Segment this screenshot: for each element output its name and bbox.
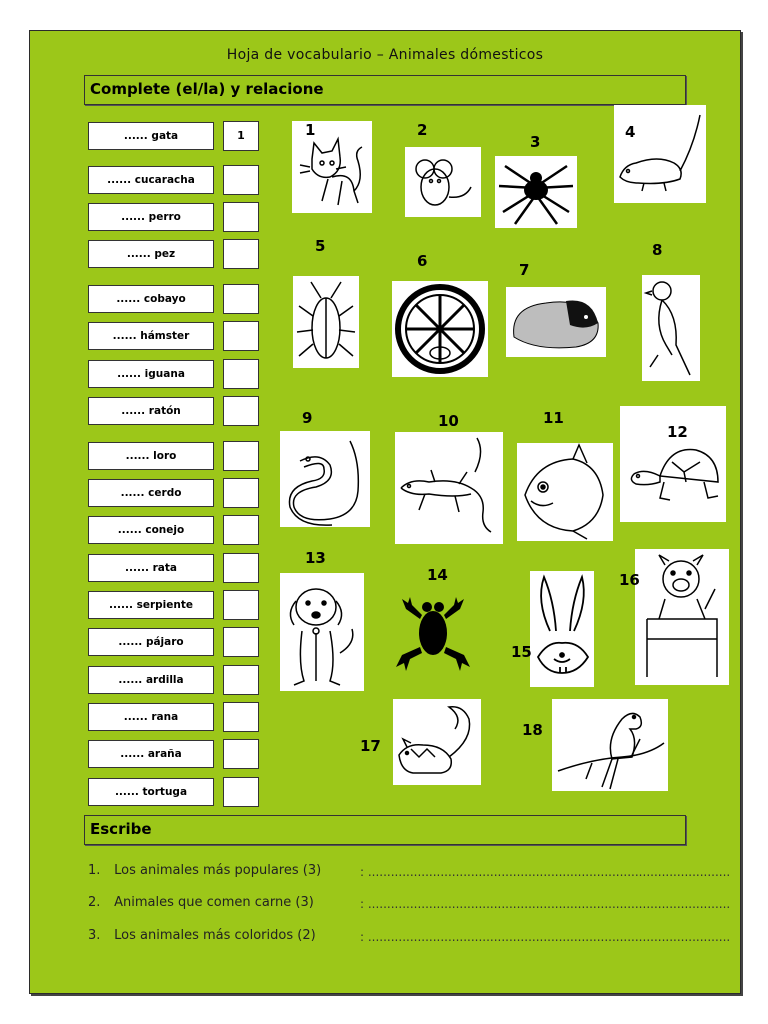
answer-box[interactable]: [223, 553, 259, 583]
rabbit-picture: [530, 571, 594, 687]
picture-number: 8: [652, 241, 663, 259]
answer-box[interactable]: [223, 590, 259, 620]
snake-picture: [280, 431, 370, 527]
answer-box[interactable]: [223, 396, 259, 426]
worksheet: [29, 30, 741, 994]
page-title: Hoja de vocabulario – Animales dómesticos: [226, 47, 544, 63]
answer-box[interactable]: [223, 321, 259, 351]
word-box: ...... pez: [88, 240, 214, 268]
bird-picture: [642, 275, 700, 381]
picture-number: 6: [417, 252, 428, 270]
picture-number: 12: [667, 423, 688, 441]
word-box: ...... iguana: [88, 360, 214, 388]
word-box: ...... conejo: [88, 516, 214, 544]
question-row: [88, 863, 321, 878]
picture-number: 9: [302, 409, 313, 427]
picture-number: 15: [511, 643, 532, 661]
answer-box[interactable]: [223, 515, 259, 545]
frog-picture: [392, 589, 474, 675]
cat-picture: [292, 121, 372, 213]
fish-picture: [517, 443, 613, 541]
answer-line[interactable]: : ...............................................................................................: [360, 930, 731, 944]
word-box: ...... hámster: [88, 322, 214, 350]
picture-number: 16: [619, 571, 640, 589]
word-box: ...... ardilla: [88, 666, 214, 694]
word-box: ...... loro: [88, 442, 214, 470]
answer-line[interactable]: : ...............................................................................................: [360, 897, 731, 911]
answer-box[interactable]: [223, 441, 259, 471]
cockroach-picture: [293, 276, 359, 368]
picture-number: 11: [543, 409, 564, 427]
question-text: Los animales más coloridos (2): [114, 928, 316, 943]
mouse-picture: [405, 147, 481, 217]
hamster-wheel-picture: [392, 281, 488, 377]
picture-number: 7: [519, 261, 530, 279]
word-box: ...... cucaracha: [88, 166, 214, 194]
answer-box[interactable]: 1: [223, 121, 259, 151]
word-box: ...... cobayo: [88, 285, 214, 313]
spider-picture: [495, 156, 577, 228]
picture-number: 13: [305, 549, 326, 567]
section-header-escribe: [84, 815, 686, 845]
picture-number: 3: [530, 133, 541, 151]
pig-picture: [635, 549, 729, 685]
parrot-picture: [552, 699, 668, 791]
picture-number: 17: [360, 737, 381, 755]
picture-number: 18: [522, 721, 543, 739]
answer-box[interactable]: [223, 165, 259, 195]
word-box: ...... pájaro: [88, 628, 214, 656]
question-number: 1.: [88, 863, 101, 878]
word-box: ...... araña: [88, 740, 214, 768]
question-row: [88, 895, 314, 910]
question-text: Animales que comen carne (3): [114, 895, 314, 910]
picture-number: 4: [625, 123, 636, 141]
word-box: ...... perro: [88, 203, 214, 231]
section-title: Complete (el/la) y relacione: [90, 80, 324, 98]
answer-box[interactable]: [223, 202, 259, 232]
word-box: ...... rata: [88, 554, 214, 582]
rat-picture: [614, 105, 706, 203]
question-number: 2.: [88, 895, 101, 910]
answer-box[interactable]: [223, 239, 259, 269]
word-box: ...... ratón: [88, 397, 214, 425]
answer-box[interactable]: [223, 665, 259, 695]
picture-number: 14: [427, 566, 448, 584]
word-box: ...... serpiente: [88, 591, 214, 619]
question-row: [88, 928, 316, 943]
question-number: 3.: [88, 928, 101, 943]
answer-box[interactable]: [223, 478, 259, 508]
guinea-pig-picture: [506, 287, 606, 357]
picture-number: 2: [417, 121, 428, 139]
dog-picture: [280, 573, 364, 691]
answer-box[interactable]: [223, 739, 259, 769]
word-box: ...... tortuga: [88, 778, 214, 806]
answer-box[interactable]: [223, 627, 259, 657]
section-title: Escribe: [90, 820, 152, 838]
answer-box[interactable]: [223, 359, 259, 389]
answer-box[interactable]: [223, 777, 259, 807]
answer-box[interactable]: [223, 284, 259, 314]
section-header-complete: [84, 75, 686, 105]
picture-number: 10: [438, 412, 459, 430]
question-text: Los animales más populares (3): [114, 863, 322, 878]
answer-box[interactable]: [223, 702, 259, 732]
word-box: ...... rana: [88, 703, 214, 731]
word-box: ...... cerdo: [88, 479, 214, 507]
answer-line[interactable]: : ...............................................................................................: [360, 865, 731, 879]
picture-number: 5: [315, 237, 326, 255]
picture-number: 1: [305, 121, 316, 139]
iguana-picture: [395, 432, 503, 544]
squirrel-picture: [393, 699, 481, 785]
word-box: ...... gata: [88, 122, 214, 150]
